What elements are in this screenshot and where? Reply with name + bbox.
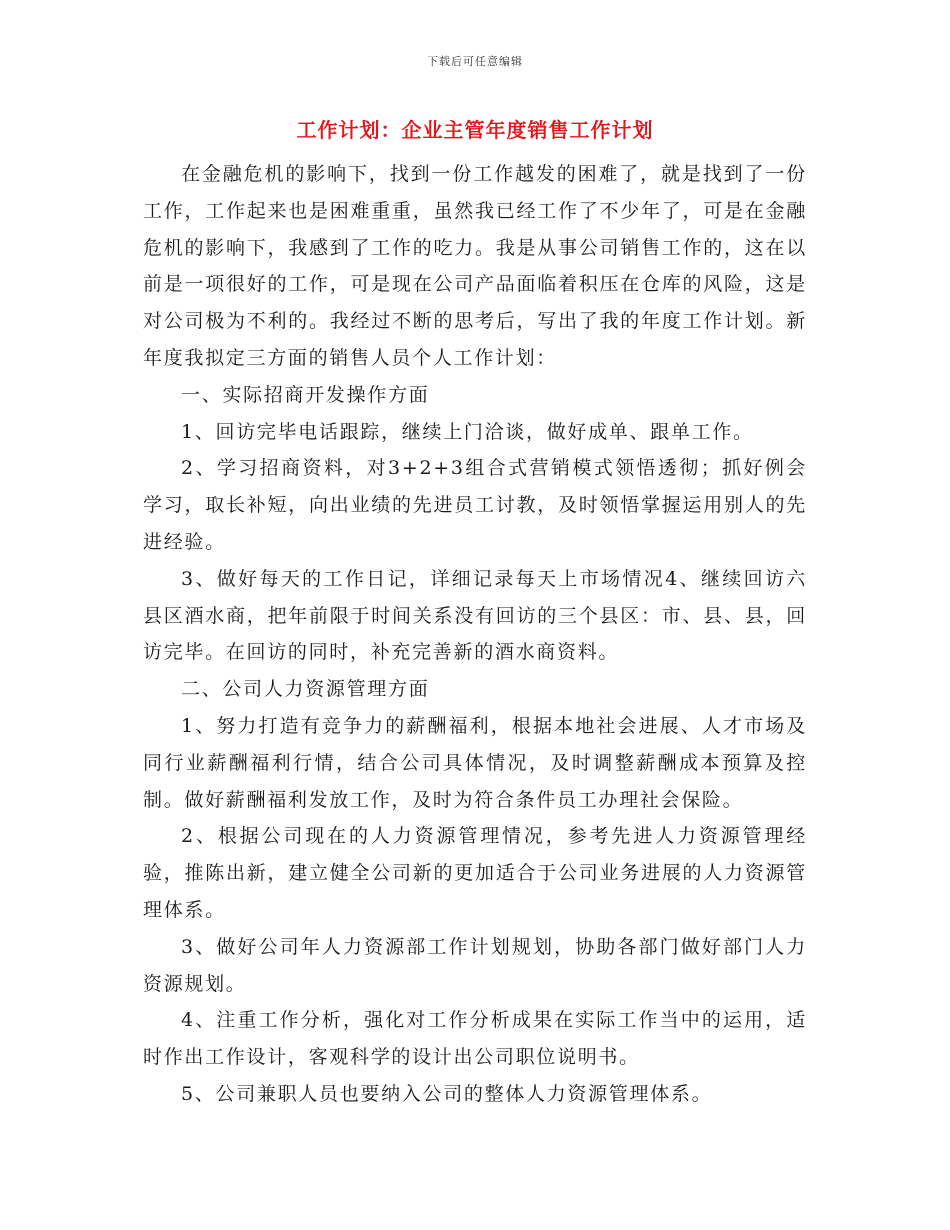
intro-paragraph: 在金融危机的影响下，找到一份工作越发的困难了，就是找到了一份工作，工作起来也是困难重重，虽然我已经工作了不少年了，可是在金融危机的影响下，我感到了工作的吃力。我是从事公司销售工作的，这在以前是一项很好的工作，可是现在公司产品面临着积压在仓库的风险，这是对公司极为不利的。我经过不断的思考后，写出了我的年度工作计划。新年度我拟定三方面的销售人员个人工作计划：: [143, 163, 807, 369]
document-title: 工作计划：企业主管年度销售工作计划: [296, 118, 654, 142]
hr-item-3: 3、做好公司年人力资源部工作计划规划，协助各部门做好部门人力资源规划。: [143, 935, 807, 995]
download-note: 下载后可任意编辑: [427, 55, 523, 68]
hr-item-4: 4、注重工作分析，强化对工作分析成果在实际工作当中的运用，适时作出工作设计，客观科学的设计出公司职位说明书。: [143, 1009, 807, 1069]
hr-item-2: 2、根据公司现在的人力资源管理情况，参考先进人力资源管理经验，推陈出新，建立健全公司新的更加适合于公司业务进展的人力资源管理体系。: [143, 825, 807, 921]
hr-item-1: 1、努力打造有竞争力的薪酬福利，根据本地社会进展、人才市场及同行业薪酬福利行情，结合公司具体情况，及时调整薪酬成本预算及控制。做好薪酬福利发放工作，及时为符合条件员工办理社会保险。: [143, 714, 807, 811]
recruitment-item-3: 3、做好每天的工作日记，详细记录每天上市场情况4、继续回访六县区酒水商，把年前限于时间关系没有回访的三个县区：市、县、县，回访完毕。在回访的同时，补充完善新的酒水商资料。: [143, 567, 807, 664]
document-body: [143, 156, 807, 1113]
hr-item-5: 5、公司兼职人员也要纳入公司的整体人力资源管理体系。: [181, 1082, 713, 1105]
recruitment-item-2: 2、学习招商资料，对3+2+3组合式营销模式领悟透彻；抓好例会学习，取长补短，向出业绩的先进员工讨教，及时领悟掌握运用别人的先进经验。: [143, 457, 807, 553]
section-heading-recruitment: 一、实际招商开发操作方面: [181, 383, 430, 406]
recruitment-item-1: 1、回访完毕电话跟踪，继续上门洽谈，做好成单、跟单工作。: [181, 420, 754, 443]
section-heading-hr: 二、公司人力资源管理方面: [181, 678, 430, 701]
